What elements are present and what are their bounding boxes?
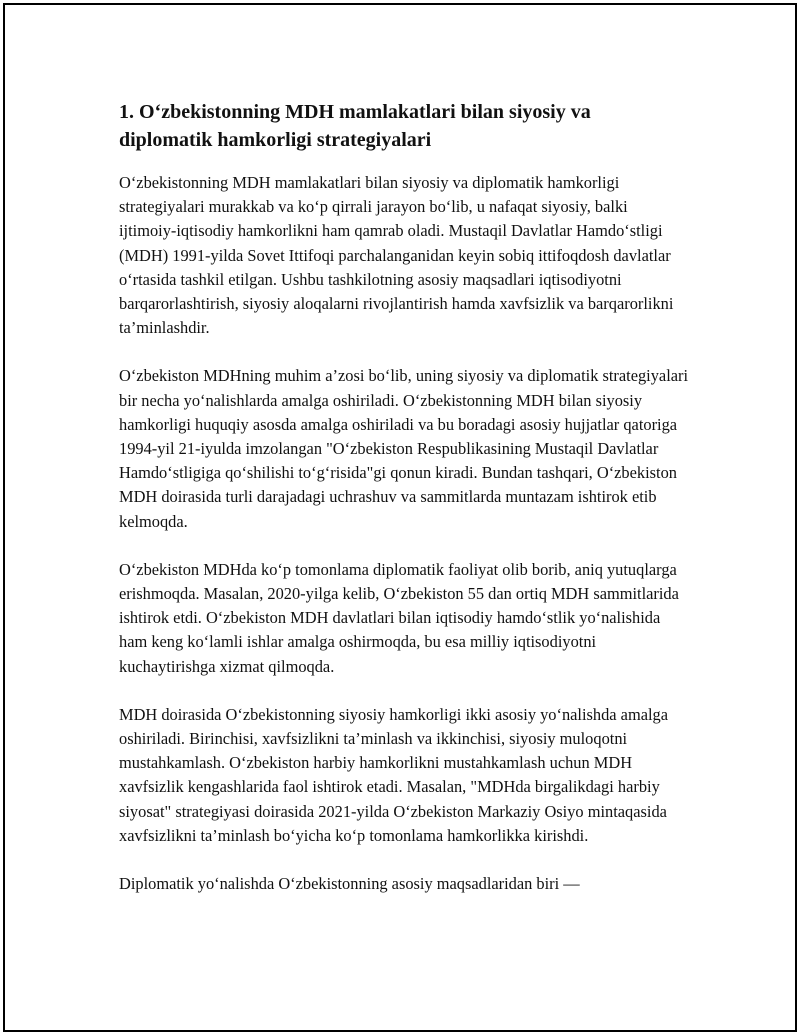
page-frame [3,3,797,1032]
section-heading: 1. O‘zbekistonning MDH mamlakatlari bilan siyosiy va diplomatik hamkorligi strategiyalari [119,101,591,151]
paragraph-4: MDH doirasida O‘zbekistonning siyosiy hamkorligi ikki asosiy yo‘nalishda amalga oshiriladi. Birinchisi, xavfsizlikni ta’minlash va ikkinchisi, siyosiy muloqotni mustahkamlash. O‘zbekiston harbiy hamkorlikni mustahkamlash uchun MDH xavfsizlik kengashlarida faol ishtirok etadi. Masalan, "MDHda birgalikdagi harbiy siyosat" strategiyasi doirasida 2021-yilda O‘zbekiston Markaziy Osiyo mintaqasida xavfsizlikni ta’minlash bo‘yicha ko‘p tomonlama hamkorlikka kirishdi. [119,704,669,845]
paragraph-3: O‘zbekiston MDHda ko‘p tomonlama diplomatik faoliyat olib borib, aniq yutuqlarga erishmoqda. Masalan, 2020-yilga kelib, O‘zbekiston 55 dan ortiq MDH sammitlarida ishtirok etdi. O‘zbekiston MDH davlatlari bilan iqtisodiy hamdo‘stlik yo‘nalishida ham keng ko‘lamli ishlar amalga oshirmoqda, bu esa milliy iqtisodiyotni kuchaytirishga xizmat qilmoqda. [119,559,679,676]
paragraph-5: Diplomatik yo‘nalishda O‘zbekistonning asosiy maqsadlaridan biri — [119,874,580,894]
document-body [119,98,689,920]
paragraph-1: O‘zbekistonning MDH mamlakatlari bilan siyosiy va diplomatik hamkorligi strategiyalari murakkab va ko‘p qirrali jarayon bo‘lib, u nafaqat siyosiy, balki ijtimoiy-iqtisodiy hamkorlikni ham qamrab oladi. Mustaqil Davlatlar Hamdo‘stligi (MDH) 1991-yilda Sovet Ittifoqi parchalanganidan keyin sobiq ittifoqdosh davlatlar o‘rtasida tashkil etilgan. Ushbu tashkilotning asosiy maqsadlari iqtisodiyotni barqarorlashtirish, siyosiy aloqalarni rivojlantirish hamda xavfsizlik va barqarorlikni ta’minlashdir. [119,173,674,338]
paragraph-2: O‘zbekiston MDHning muhim a’zosi bo‘lib, uning siyosiy va diplomatik strategiyalari bir necha yo‘nalishlarda amalga oshiriladi. O‘zbekistonning MDH bilan siyosiy hamkorligi huquqiy asosda amalga oshiriladi va bu boradagi asosiy hujjatlar qatoriga 1994-yil 21-iyulda imzolangan "O‘zbekiston Respublikasining Mustaqil Davlatlar Hamdo‘stligiga qo‘shilishi to‘g‘risida"gi qonun kiradi. Bundan tashqari, O‘zbekiston MDH doirasida turli darajadagi uchrashuv va sammitlarda muntazam ishtirok etib kelmoqda. [119,366,689,531]
